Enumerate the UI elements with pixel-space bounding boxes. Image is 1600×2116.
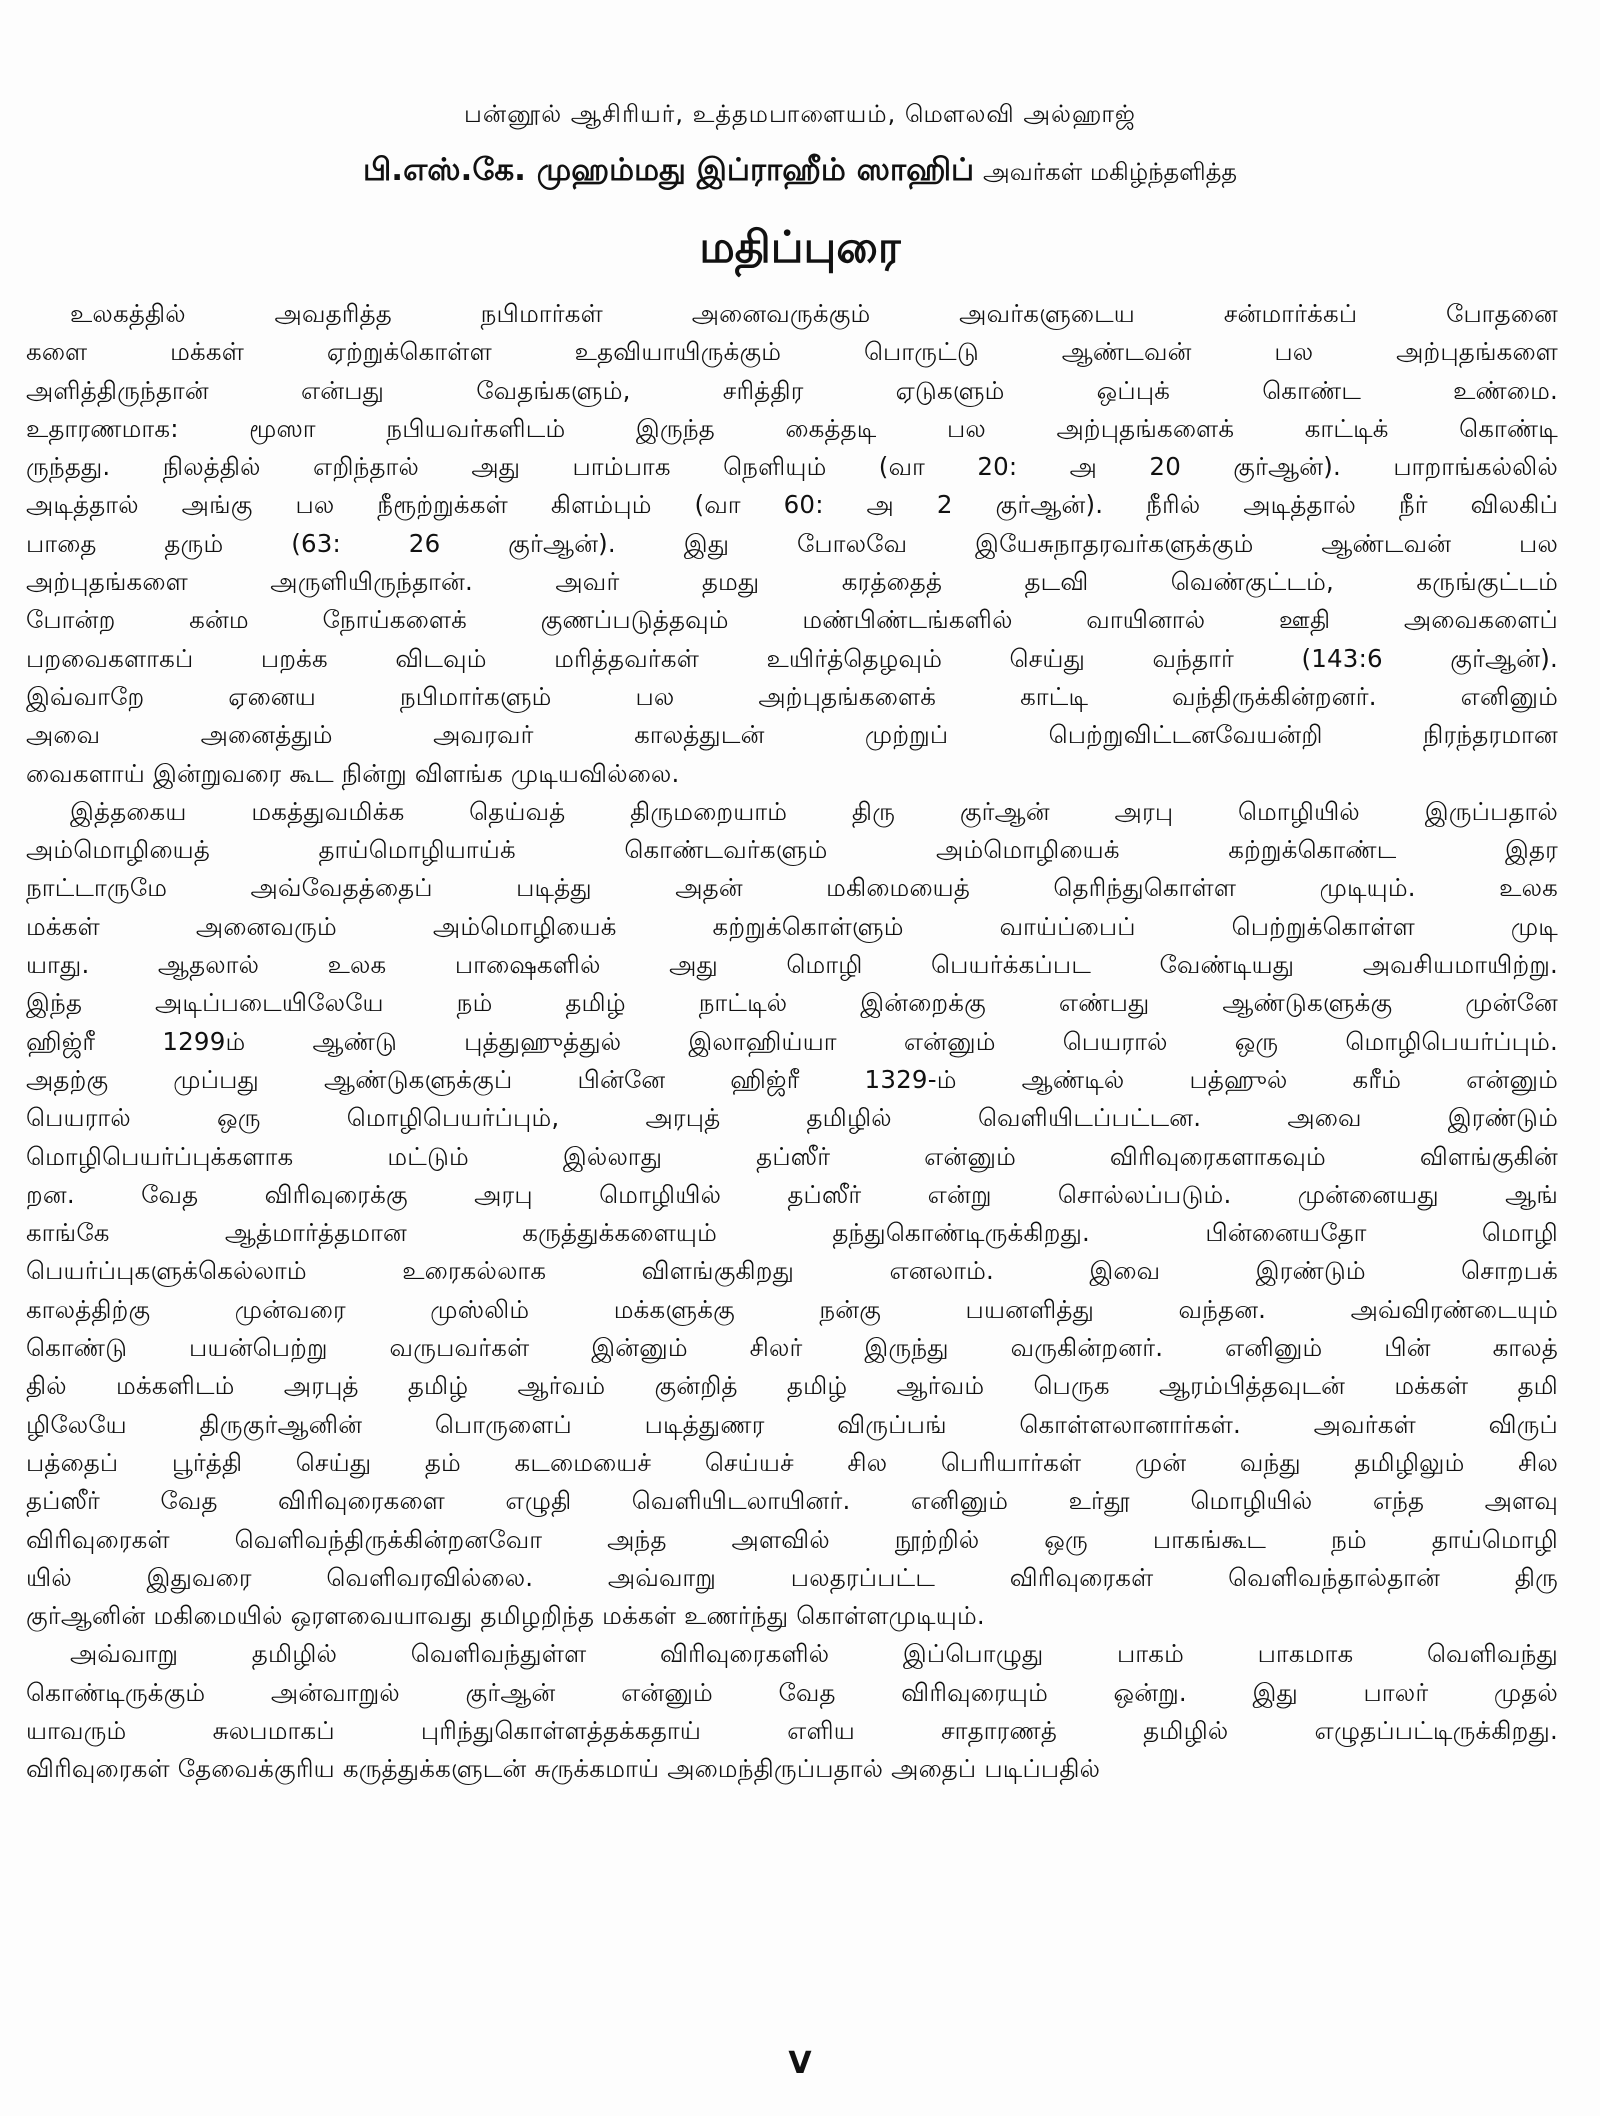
paragraph-line: இத்தகைய மகத்துவமிக்க தெய்வத் திருமறையாம் திரு குர்ஆன் அரபு மொழியில் இருப்பதால்	[70, 796, 1558, 826]
author-line-rest: அவர்கள் மகிழ்ந்தளித்த	[983, 158, 1237, 186]
paragraph-line: அதற்கு முப்பது ஆண்டுகளுக்குப் பின்னே ஹிஜ்ரீ 1329-ம் ஆண்டில் பத்ஹுல் கரீம் என்னும்	[26, 1064, 1558, 1094]
paragraph-line: போன்ற கன்ம நோய்களைக் குணப்படுத்தவும் மண்பிண்டங்களில் வாயினால் ஊதி அவைகளைப்	[26, 605, 1558, 635]
paragraph-line: யாவரும் சுலபமாகப் புரிந்துகொள்ளத்தக்கதாய் எளிய சாதாரணத் தமிழில் எழுதப்பட்டிருக்கிறது.	[26, 1715, 1558, 1745]
paragraph-line: தப்ஸீர் வேத விரிவுரைகளை எழுதி வெளியிடலாயினர். எனினும் உர்தூ மொழியில் எந்த அளவு	[26, 1486, 1558, 1516]
paragraph-line: மொழிபெயர்ப்புக்களாக மட்டும் இல்லாது தப்ஸீர் என்னும் விரிவுரைகளாகவும் விளங்குகின்	[26, 1141, 1558, 1171]
paragraph-line: ஹிஜ்ரீ 1299ம் ஆண்டு புத்துஹுத்துல் இலாஹிய்யா என்னும் பெயரால் ஒரு மொழிபெயர்ப்பும்.	[26, 1026, 1558, 1056]
paragraph-line: நாட்டாருமே அவ்வேதத்தைப் படித்து அதன் மகிமையைத் தெரிந்துகொள்ள முடியும். உலக	[26, 873, 1558, 903]
paragraph-line: காலத்திற்கு முன்வரை முஸ்லிம் மக்களுக்கு நன்கு பயனளித்து வந்தன. அவ்விரண்டையும்	[26, 1294, 1558, 1324]
paragraph-line: பத்தைப் பூர்த்தி செய்து தம் கடமையைச் செய்யச் சில பெரியார்கள் முன் வந்து தமிழிலும் சில	[26, 1447, 1558, 1477]
paragraph-line: ருந்தது. நிலத்தில் எறிந்தால் அது பாம்பாக நெளியும் (வா 20: அ 20 குர்ஆன்). பாறாங்கல்லில்	[26, 452, 1558, 482]
paragraph-line: கொண்டு பயன்பெற்று வருபவர்கள் இன்னும் சிலர் இருந்து வருகின்றனர். எனினும் பின் காலத்	[26, 1333, 1558, 1363]
paragraph-line: பெயர்ப்புகளுக்கெல்லாம் உரைகல்லாக விளங்குகிறது எனலாம். இவை இரண்டும் சொறபக்	[26, 1256, 1558, 1286]
paragraph-line: அடித்தால் அங்கு பல நீரூற்றுக்கள் கிளம்பும் (வா 60: அ 2 குர்ஆன்). நீரில் அடித்தால் நீர் விலகிப்	[26, 490, 1558, 520]
paragraph-line: விரிவுரைகள் தேவைக்குரிய கருத்துக்களுடன் சுருக்கமாய் அமைந்திருப்பதால் அதைப் படிப்பதில்	[26, 1754, 1101, 1784]
paragraph-line: இந்த அடிப்படையிலேயே நம் தமிழ் நாட்டில் இன்றைக்கு எண்பது ஆண்டுகளுக்கு முன்னே	[26, 988, 1558, 1018]
paragraph-line: பறவைகளாகப் பறக்க விடவும் மரித்தவர்கள் உயிர்த்தெழவும் செய்து வந்தார் (143:6 குர்ஆன்).	[26, 643, 1558, 673]
paragraph-line: மக்கள் அனைவரும் அம்மொழியைக் கற்றுக்கொள்ளும் வாய்ப்பைப் பெற்றுக்கொள்ள முடி	[26, 911, 1558, 941]
paragraph-line: அற்புதங்களை அருளியிருந்தான். அவர் தமது கரத்தைத் தடவி வெண்குட்டம், கருங்குட்டம்	[26, 567, 1558, 597]
paragraph-line: களை மக்கள் ஏற்றுக்கொள்ள உதவியாயிருக்கும் பொருட்டு ஆண்டவன் பல அற்புதங்களை	[26, 337, 1558, 367]
paragraph-line: இவ்வாறே ஏனைய நபிமார்களும் பல அற்புதங்களைக் காட்டி வந்திருக்கின்றனர். எனினும்	[26, 681, 1558, 711]
paragraph-line: அவை அனைத்தும் அவரவர் காலத்துடன் முற்றுப் பெற்றுவிட்டனவேயன்றி நிரந்தரமான	[26, 720, 1558, 750]
page-title: மதிப்புரை	[699, 222, 901, 273]
paragraph-line: வைகளாய் இன்றுவரை கூட நின்று விளங்க முடியவில்லை.	[26, 758, 680, 788]
page-number: V	[788, 2046, 812, 2081]
paragraph-line: யாது. ஆதலால் உலக பாஷைகளில் அது மொழி பெயர்க்கப்பட வேண்டியது அவசியமாயிற்று.	[26, 950, 1558, 980]
body-text	[26, 295, 1558, 1789]
paragraph-line: யில் இதுவரை வெளிவரவில்லை. அவ்வாறு பலதரப்பட்ட விரிவுரைகள் வெளிவந்தால்தான் திரு	[26, 1562, 1558, 1592]
paragraph-line: றன. வேத விரிவுரைக்கு அரபு மொழியில் தப்ஸீர் என்று சொல்லப்படும். முன்னையது ஆங்	[26, 1179, 1558, 1209]
paragraph-line: குர்ஆனின் மகிமையில் ஒரளவையாவது தமிழறிந்த மக்கள் உணர்ந்து கொள்ளமுடியும்.	[26, 1601, 985, 1631]
paragraph-line: உலகத்தில் அவதரித்த நபிமார்கள் அனைவருக்கும் அவர்களுடைய சன்மார்க்கப் போதனை	[70, 299, 1558, 328]
paragraph-line: விரிவுரைகள் வெளிவந்திருக்கின்றனவோ அந்த அளவில் நூற்றில் ஒரு பாகங்கூட நம் தாய்மொழி	[26, 1524, 1558, 1554]
paragraph-line: பெயரால் ஒரு மொழிபெயர்ப்பும், அரபுத் தமிழில் வெளியிடப்பட்டன. அவை இரண்டும்	[26, 1103, 1558, 1133]
paragraph-line: அவ்வாறு தமிழில் வெளிவந்துள்ள விரிவுரைகளில் இப்பொழுது பாகம் பாகமாக வெளிவந்து	[70, 1639, 1558, 1669]
author-name: பி.எஸ்.கே. முஹம்மது இப்ராஹீம் ஸாஹிப்	[363, 152, 975, 188]
paragraph-line: ழிலேயே திருகுர்ஆனின் பொருளைப் படித்துணர விருப்பங் கொள்ளலானார்கள். அவர்கள் விருப்	[26, 1409, 1558, 1439]
paragraph-line: தில் மக்களிடம் அரபுத் தமிழ் ஆர்வம் குன்றித் தமிழ் ஆர்வம் பெருக ஆரம்பித்தவுடன் மக்கள் தமி	[26, 1371, 1558, 1401]
author-credentials: பன்னூல் ஆசிரியர், உத்தமபாளையம், மௌலவி அல்ஹாஜ்	[464, 100, 1136, 128]
paragraph-line: பாதை தரும் (63: 26 குர்ஆன்). இது போலவே இயேசுநாதரவர்களுக்கும் ஆண்டவன் பல	[26, 528, 1558, 558]
paragraph-line: அம்மொழியைத் தாய்மொழியாய்க் கொண்டவர்களும் அம்மொழியைக் கற்றுக்கொண்ட இதர	[26, 835, 1558, 865]
paragraph-line: காங்கே ஆத்மார்த்தமான கருத்துக்களையும் தந்துகொண்டிருக்கிறது. பின்னையதோ மொழி	[26, 1218, 1558, 1248]
paragraph-line: உதாரணமாக: மூஸா நபியவர்களிடம் இருந்த கைத்தடி பல அற்புதங்களைக் காட்டிக் கொண்டி	[26, 413, 1558, 443]
paragraph-line: கொண்டிருக்கும் அன்வாறுல் குர்ஆன் என்னும் வேத விரிவுரையும் ஒன்று. இது பாலர் முதல்	[26, 1677, 1558, 1707]
paragraph-line: அளித்திருந்தான் என்பது வேதங்களும், சரித்திர ஏடுகளும் ஒப்புக் கொண்ட உண்மை.	[26, 375, 1558, 405]
author-line	[0, 152, 1600, 192]
